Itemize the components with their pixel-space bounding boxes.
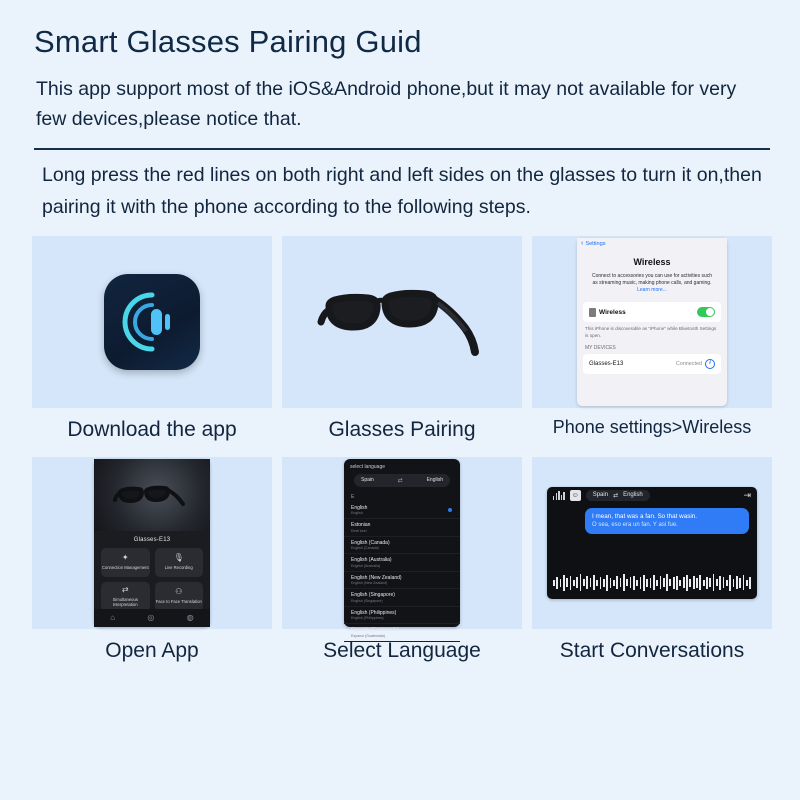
learn-more-link[interactable]: Learn more... — [637, 287, 667, 294]
step-download-the-app — [32, 236, 272, 451]
language-to: English — [426, 477, 443, 484]
list-item[interactable]: Spanish (Guatemala) Espanol (Guatemala) — [344, 624, 460, 642]
app-home-thumbnail — [32, 457, 272, 629]
conversation-toolbar — [547, 487, 757, 504]
language-list — [344, 502, 460, 642]
language-list-thumbnail — [282, 457, 522, 638]
people-icon: ⚇ — [175, 587, 183, 597]
smart-glasses-icon — [307, 262, 497, 382]
tile-live-recording[interactable]: 🎙 Live Recording — [155, 548, 204, 577]
info-icon[interactable]: i — [705, 359, 715, 369]
language-from: Spain — [361, 477, 374, 484]
tab-home-icon[interactable]: ⌂ — [110, 613, 116, 623]
feature-tiles — [94, 548, 210, 611]
wireless-toggle-row[interactable] — [583, 302, 721, 322]
language-screen — [344, 459, 460, 638]
bluetooth-icon: ✦ — [121, 553, 129, 563]
step-caption: Open App — [105, 638, 199, 662]
step-caption: Start Conversations — [559, 638, 745, 662]
step-caption: Glasses Pairing — [328, 417, 476, 441]
device-name-label: Glasses-E13 — [133, 536, 171, 543]
translate-icon: ⇄ — [121, 584, 129, 594]
language-to: English — [623, 492, 643, 499]
intro-paragraph: This app support most of the iOS&Android phone,but it may not available for very few devices,please notice that. — [36, 78, 737, 131]
message-bubble — [585, 508, 749, 534]
selected-dot — [448, 508, 452, 512]
my-devices-header: MY DEVICES — [585, 345, 616, 352]
step-open-app — [32, 457, 272, 672]
phone-wireless-screen — [577, 238, 727, 406]
waveform — [553, 572, 751, 594]
wireless-toggle-label: Wireless — [599, 308, 626, 316]
back-label: Settings — [585, 240, 606, 247]
app-icon — [104, 274, 200, 370]
divider — [34, 148, 770, 150]
step-glasses-pairing — [282, 236, 522, 451]
bluetooth-icon — [589, 308, 596, 317]
language-switcher[interactable] — [354, 474, 450, 487]
tab-record-icon[interactable]: ◎ — [147, 613, 155, 623]
avatar: ☺ — [571, 491, 579, 499]
language-from: Spain — [592, 492, 609, 499]
device-row-glasses[interactable] — [583, 354, 721, 374]
smart-glasses-icon — [110, 476, 194, 516]
wireless-toggle[interactable] — [697, 307, 715, 317]
conversation-screen — [547, 487, 757, 599]
steps-grid — [32, 236, 772, 672]
glasses-photo-thumbnail — [282, 236, 522, 408]
sound-wave-icon — [117, 287, 187, 357]
step-caption: Phone settings>Wireless — [552, 416, 752, 437]
wireless-description: Connect to accessories you can use for activities such as streaming music, making phone calls, and gaming. Learn more... — [591, 272, 713, 294]
discoverable-note: This iPhone is discoverable as "iPhone" while Bluetooth Settings is open. — [585, 326, 717, 338]
app-tab-bar — [94, 609, 210, 627]
section-letter: E — [351, 493, 355, 500]
tile-connection-management[interactable]: ✦ Connection Management — [101, 548, 150, 577]
glasses-hero-image — [94, 459, 210, 531]
step-select-language — [282, 457, 522, 672]
step-phone-settings-wireless — [532, 236, 772, 451]
list-item[interactable]: Estonian Eesti keel — [344, 519, 460, 537]
settings-back-button[interactable] — [577, 238, 727, 250]
app-home-screen — [94, 459, 210, 627]
list-item[interactable]: English (Canada) English (Canada) — [344, 537, 460, 555]
device-status: Connected — [675, 361, 702, 368]
swap-arrow-icon[interactable]: ⇄ — [397, 477, 403, 484]
step-caption: Select Language — [323, 638, 481, 662]
tab-profile-icon[interactable]: ◍ — [186, 613, 194, 623]
language-switcher[interactable] — [586, 490, 650, 501]
chevron-left-icon: ‹ — [581, 240, 584, 248]
app-icon-thumbnail — [32, 236, 272, 408]
select-language-title: select language — [350, 463, 386, 470]
list-item[interactable]: English (New Zealand) English (New Zealand) — [344, 572, 460, 590]
audio-level-icon — [553, 491, 565, 500]
tile-simultaneous-interpretation[interactable]: ⇄ Simultaneous Interpretation — [101, 582, 150, 611]
step-start-conversations — [532, 457, 772, 672]
message-original: O sea, eso era un fan. Y asi fue. — [592, 521, 678, 528]
list-item[interactable]: English (Singapore) English (Singapore) — [344, 589, 460, 607]
tile-face-to-face-translation[interactable]: ⚇ Face to Face Translation — [155, 582, 204, 611]
instruction-paragraph: Long press the red lines on both right and left sides on the glasses to turn it on,then pairing it with the phone according to the following steps. — [42, 164, 762, 219]
conversation-thumbnail — [532, 457, 772, 629]
swap-arrow-icon[interactable]: ⇄ — [613, 492, 619, 499]
phone-settings-thumbnail — [532, 236, 772, 408]
wireless-title: Wireless — [633, 256, 671, 267]
device-name: Glasses-E13 — [589, 361, 624, 368]
step-caption: Download the app — [67, 417, 237, 441]
message-translated: I mean, that was a fan. So that wasin. — [592, 512, 698, 520]
microphone-icon: 🎙 — [173, 553, 184, 563]
list-item[interactable]: English (Australia) English (Australia) — [344, 554, 460, 572]
page-title: Smart Glasses Pairing Guid — [34, 24, 422, 59]
exit-icon[interactable]: ⇥ — [743, 489, 751, 500]
list-item[interactable]: English English — [344, 502, 460, 520]
list-item[interactable]: English (Philippines) English (Philippines) — [344, 607, 460, 625]
